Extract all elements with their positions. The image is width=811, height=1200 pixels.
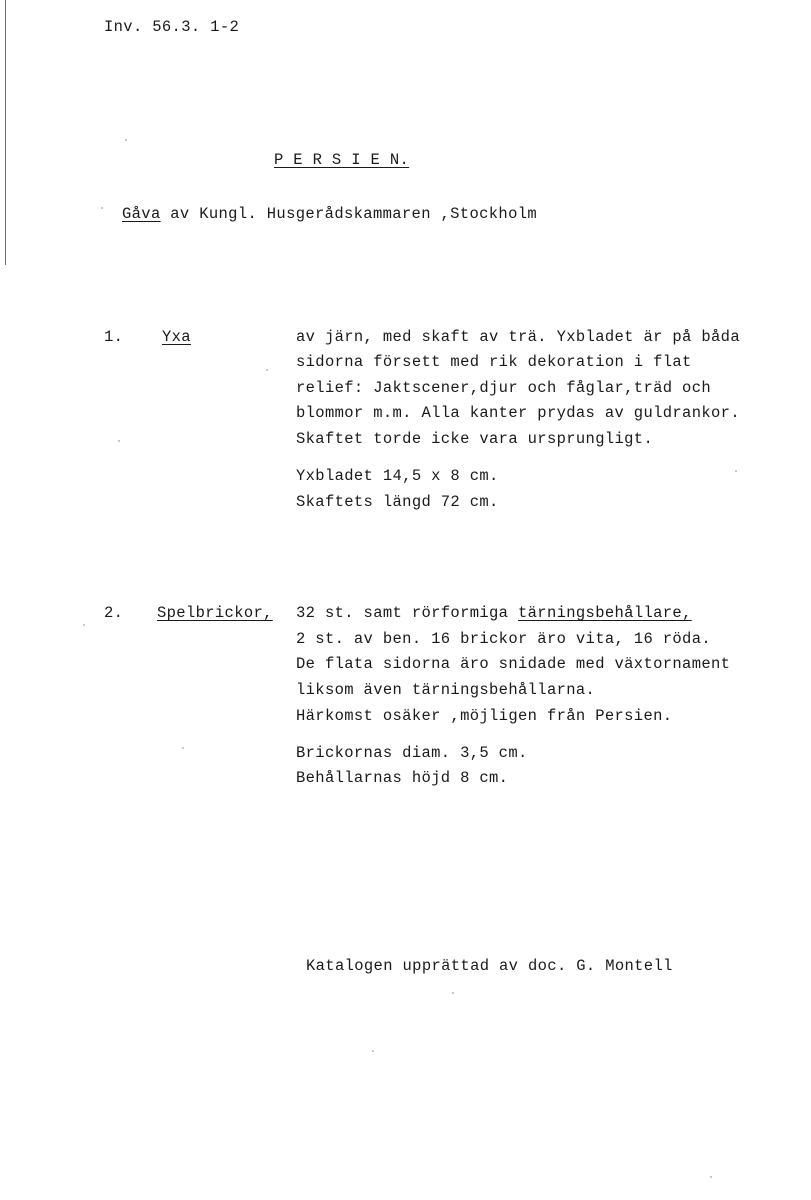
- scan-speck: [735, 470, 737, 472]
- donor-source: av Kungl. Husgerådskammaren ,Stockholm: [160, 205, 538, 223]
- item-description-underlined: tärningsbehållare,: [518, 604, 692, 622]
- donor-label: Gåva: [122, 205, 161, 223]
- item-description-line: Skaftet torde icke vara ursprungligt.: [296, 430, 654, 448]
- item-number: 2.: [104, 604, 124, 622]
- item-description-line: liksom även tärningsbehållarna.: [296, 681, 596, 699]
- item-description-line: av järn, med skaft av trä. Yxbladet är på båda: [296, 328, 740, 346]
- scan-speck: [83, 624, 85, 626]
- item-measurement: Skaftets längd 72 cm.: [296, 493, 499, 511]
- scan-speck: [710, 1176, 712, 1178]
- item-description-line: blommor m.m. Alla kanter prydas av guldrankor.: [296, 404, 740, 422]
- scan-speck: [266, 369, 268, 371]
- item-description-text: 32 st. samt rörformiga: [296, 604, 518, 622]
- scan-speck: [118, 440, 120, 442]
- item-description-line: Härkomst osäker ,möjligen från Persien.: [296, 707, 673, 725]
- item-description-line: relief: Jaktscener,djur och fåglar,träd och: [296, 379, 712, 397]
- item-name: Yxa: [162, 328, 191, 346]
- donor-line: [122, 201, 537, 227]
- item-name: Spelbrickor,: [157, 604, 273, 622]
- item-number: 1.: [104, 328, 124, 346]
- item-description-line: De flata sidorna äro snidade med växtornament: [296, 655, 731, 673]
- item-description-line: 2 st. av ben. 16 brickor äro vita, 16 röda.: [296, 630, 712, 648]
- scan-speck: [101, 207, 103, 209]
- scan-edge-line: [5, 0, 6, 265]
- item-measurement: Brickornas diam. 3,5 cm.: [296, 744, 528, 762]
- scan-speck: [125, 139, 127, 141]
- item-description-line: sidorna försett med rik dekoration i flat: [296, 353, 692, 371]
- item-measurement: Behållarnas höjd 8 cm.: [296, 769, 509, 787]
- inventory-number: Inv. 56.3. 1-2: [104, 18, 240, 36]
- cataloger-note: Katalogen upprättad av doc. G. Montell: [306, 957, 673, 975]
- document-title: P E R S I E N.: [274, 151, 410, 169]
- scan-speck: [452, 992, 454, 994]
- scan-speck: [182, 747, 184, 749]
- scan-speck: [372, 1050, 374, 1052]
- item-description-line: [296, 600, 692, 626]
- item-measurement: Yxbladet 14,5 x 8 cm.: [296, 467, 499, 485]
